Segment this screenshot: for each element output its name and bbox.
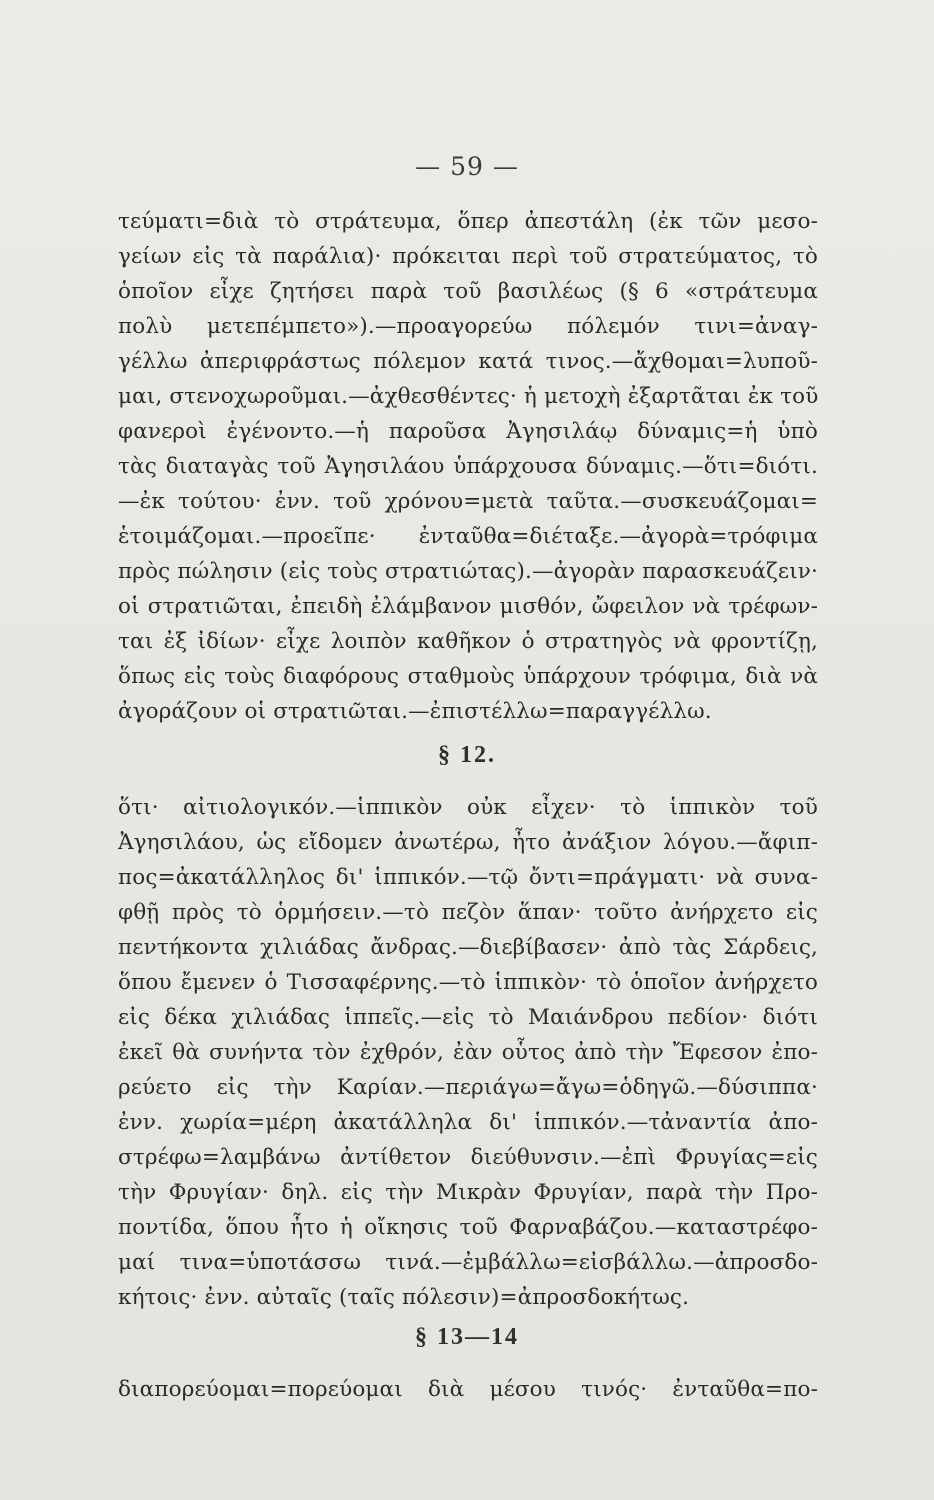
section-heading-12: [0, 740, 934, 769]
text-line: πρὸς πώλησιν (εἰς τοὺς στρατιώτας).—ἀγορὰν παρασκευάζειν·: [118, 559, 818, 584]
text-line: πεντήκοντα χιλιάδας ἄνδρας.—διεβίβασεν· ἀπὸ τὰς Σάρδεις,: [118, 935, 818, 960]
text-line: ἐνν. χωρία=μέρη ἀκατάλληλα δι' ἱππικόν.—τἀναντία ἀπο-: [118, 1110, 818, 1135]
text-line: γέλλω ἀπεριφράστως πόλεμον κατά τινος.—ἄχθομαι=λυποῦ-: [118, 349, 818, 374]
text-line: διαπορεύομαι=πορεύομαι διὰ μέσου τινός· ἐνταῦθα=πο-: [118, 1377, 818, 1402]
text-line: ὅπως εἰς τοὺς διαφόρους σταθμοὺς ὑπάρχουν τρόφιμα, διὰ νὰ: [118, 664, 818, 689]
text-line: ὅπου ἔμενεν ὁ Τισσαφέρνης.—τὸ ἱππικὸν· τὸ ὁποῖον ἀνήρχετο: [118, 970, 818, 995]
text-line: ρεύετο εἰς τὴν Καρίαν.—περιάγω=ἄγω=ὁδηγῶ.—δύσιππα·: [118, 1075, 818, 1100]
page-number: — 59 —: [415, 152, 519, 181]
text-line: τὴν Φρυγίαν· δηλ. εἰς τὴν Μικρὰν Φρυγίαν, παρὰ τὴν Προ-: [118, 1180, 818, 1205]
text-line: φανεροὶ ἐγένοντο.—ἡ παροῦσα Ἀγησιλάῳ δύναμις=ἡ ὑπὸ: [118, 419, 818, 444]
commentary-block-2: [118, 790, 818, 1315]
text-line: πολὺ μετεπέμπετο»).—προαγορεύω πόλεμόν τινι=ἀναγ-: [118, 314, 818, 339]
commentary-block-3: [118, 1372, 818, 1407]
text-line: τὰς διαταγὰς τοῦ Ἀγησιλάου ὑπάρχουσα δύναμις.—ὅτι=διότι.: [118, 454, 818, 479]
text-line: ται ἐξ ἰδίων· εἶχε λοιπὸν καθῆκον ὁ στρατηγὸς νὰ φροντίζῃ,: [118, 629, 818, 654]
text-line: —ἐκ τούτου· ἐνν. τοῦ χρόνου=μετὰ ταῦτα.—συσκευάζομαι=: [118, 489, 818, 514]
text-line: ἀγοράζουν οἱ στρατιῶται.—ἐπιστέλλω=παραγγέλλω.: [118, 699, 712, 724]
text-line: στρέφω=λαμβάνω ἀντίθετον διεύθυνσιν.—ἐπὶ Φρυγίας=εἰς: [118, 1145, 818, 1170]
text-line: τεύματι=διὰ τὸ στράτευμα, ὅπερ ἀπεστάλη (ἐκ τῶν μεσο-: [118, 209, 818, 234]
section-heading-12-text: § 12.: [438, 742, 496, 768]
text-line: μαι, στενοχωροῦμαι.—ἀχθεσθέντες· ἡ μετοχὴ ἐξαρτᾶται ἐκ τοῦ: [118, 384, 818, 409]
text-line: κήτοις· ἐνν. αὐταῖς (ταῖς πόλεσιν)=ἀπροσδοκήτως.: [118, 1285, 690, 1310]
text-line: ἐκεῖ θὰ συνήντα τὸν ἐχθρόν, ἐὰν οὗτος ἀπὸ τὴν Ἔφεσον ἐπο-: [118, 1040, 818, 1065]
text-line: ὅτι· αἰτιολογικόν.—ἱππικὸν οὐκ εἶχεν· τὸ ἱππικὸν τοῦ: [118, 795, 818, 820]
text-line: ὁποῖον εἶχε ζητήσει παρὰ τοῦ βασιλέως (§ 6 «στράτευμα: [118, 279, 818, 304]
text-line: εἰς δέκα χιλιάδας ἱππεῖς.—εἰς τὸ Μαιάνδρου πεδίον· διότι: [118, 1005, 818, 1030]
section-heading-13-14: [0, 1322, 934, 1351]
text-line: μαί τινα=ὑποτάσσω τινά.—ἐμβάλλω=εἰσβάλλω.—ἀπροσδο-: [118, 1250, 818, 1275]
text-line: γείων εἰς τὰ παράλια)· πρόκειται περὶ τοῦ στρατεύματος, τὸ: [118, 244, 818, 269]
text-line: φθῇ πρὸς τὸ ὁρμήσειν.—τὸ πεζὸν ἅπαν· τοῦτο ἀνήρχετο εἰς: [118, 900, 818, 925]
text-line: οἱ στρατιῶται, ἐπειδὴ ἐλάμβανον μισθόν, ὤφειλον νὰ τρέφων-: [118, 594, 818, 619]
commentary-block-1: [118, 204, 818, 729]
section-heading-13-14-text: § 13—14: [415, 1324, 519, 1350]
text-line: Ἀγησιλάου, ὡς εἴδομεν ἀνωτέρω, ἦτο ἀνάξιον λόγου.—ἄφιπ-: [118, 830, 818, 855]
text-line: πος=ἀκατάλληλος δι' ἱππικόν.—τῷ ὄντι=πράγματι· νὰ συνα-: [118, 865, 818, 890]
text-line: ἑτοιμάζομαι.—προεῖπε· ἐνταῦθα=διέταξε.—ἀγορὰ=τρόφιμα: [118, 524, 818, 549]
text-line: ποντίδα, ὅπου ἦτο ἡ οἴκησις τοῦ Φαρναβάζου.—καταστρέφο-: [118, 1215, 818, 1240]
